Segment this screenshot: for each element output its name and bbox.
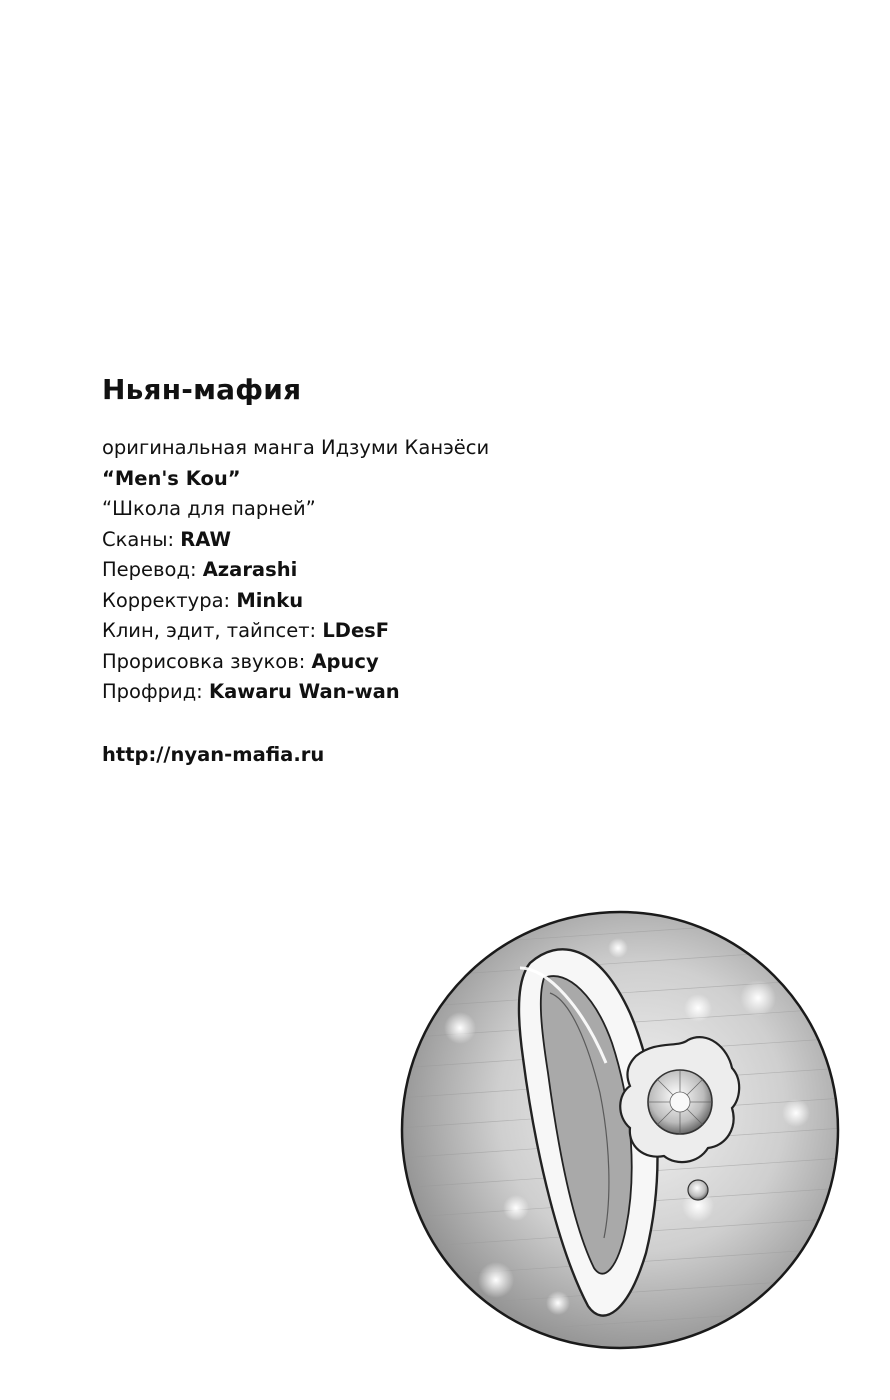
credit-label: Перевод: bbox=[102, 558, 203, 581]
credit-label: Профрид: bbox=[102, 680, 209, 703]
credit-value: Minku bbox=[236, 588, 304, 612]
credit-label: Сканы: bbox=[102, 527, 181, 551]
title-original: “Men's Kou” bbox=[102, 466, 241, 490]
credit-scans bbox=[102, 525, 662, 556]
group-name: Ньян-мафия bbox=[102, 373, 302, 406]
credits-block bbox=[102, 368, 662, 770]
ring-illustration bbox=[398, 908, 843, 1353]
credit-proofreading bbox=[102, 586, 662, 617]
original-manga-line: оригинальная манга Идзуми Канэёси bbox=[102, 436, 490, 459]
credit-value: LDesF bbox=[322, 619, 390, 642]
site-url: http://nyan-mafia.ru bbox=[102, 742, 325, 766]
credit-translation bbox=[102, 555, 662, 586]
credit-sfx bbox=[102, 647, 662, 678]
credit-value: Kawaru Wan-wan bbox=[208, 680, 400, 703]
credit-proofread bbox=[102, 677, 662, 708]
credit-value: RAW bbox=[180, 527, 232, 551]
credit-clean-edit-typeset bbox=[102, 616, 662, 647]
credit-value: Azarashi bbox=[202, 558, 298, 581]
credit-label: Прорисовка звуков: bbox=[102, 649, 312, 673]
credit-value: Apucy bbox=[311, 649, 379, 673]
credit-label: Клин, эдит, тайпсет: bbox=[102, 619, 323, 642]
credit-label: Корректура: bbox=[102, 588, 237, 612]
title-translated: “Школа для парней” bbox=[102, 497, 316, 520]
